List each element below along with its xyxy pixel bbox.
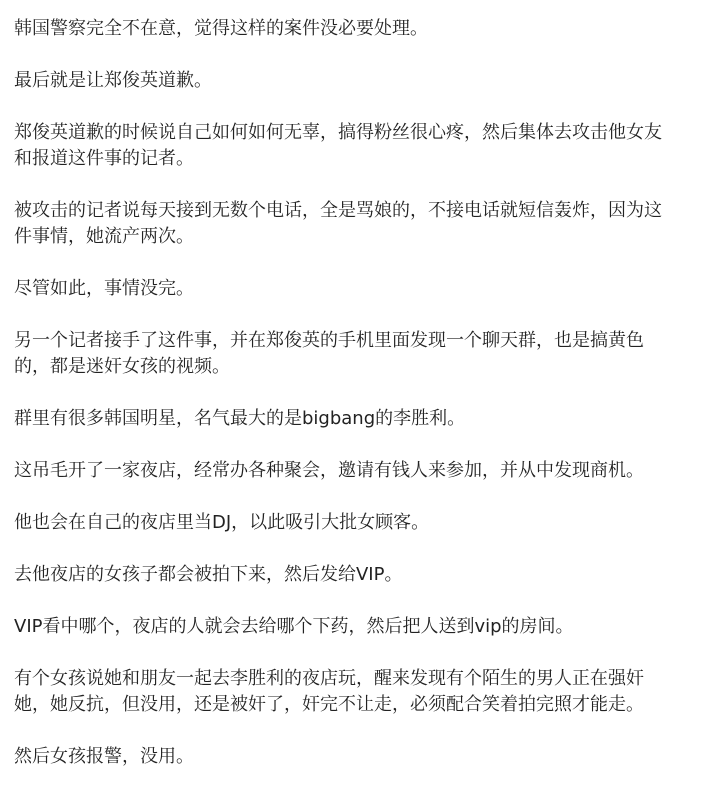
paragraph xyxy=(14,16,704,42)
paragraph-line: 被攻击的记者说每天接到无数个电话，全是骂娘的，不接电话就短信轰炸，因为这 xyxy=(14,200,662,221)
paragraph xyxy=(14,120,704,172)
paragraph-line: 然后女孩报警，没用。 xyxy=(14,746,194,767)
paragraph xyxy=(14,328,704,380)
paragraph-line: 有个女孩说她和朋友一起去李胜利的夜店玩，醒来发现有个陌生的男人正在强奸 xyxy=(14,668,644,689)
paragraph-line: 韩国警察完全不在意，觉得这样的案件没必要处理。 xyxy=(14,18,428,39)
paragraph-line: 尽管如此，事情没完。 xyxy=(14,278,194,299)
paragraph xyxy=(14,744,704,770)
paragraph xyxy=(14,510,704,536)
paragraph xyxy=(14,276,704,302)
paragraph-line: 的，都是迷奸女孩的视频。 xyxy=(14,356,230,377)
paragraph xyxy=(14,666,704,718)
paragraph-line: 他也会在自己的夜店里当DJ，以此吸引大批女顾客。 xyxy=(14,512,430,533)
paragraph-line: VIP看中哪个，夜店的人就会去给哪个下药，然后把人送到vip的房间。 xyxy=(14,616,574,637)
paragraph xyxy=(14,198,704,250)
paragraph xyxy=(14,562,704,588)
paragraph-line: 郑俊英道歉的时候说自己如何如何无辜，搞得粉丝很心疼，然后集体去攻击他女友 xyxy=(14,122,662,143)
paragraph xyxy=(14,406,704,432)
paragraph-line: 另一个记者接手了这件事，并在郑俊英的手机里面发现一个聊天群，也是搞黄色 xyxy=(14,330,644,351)
paragraph-line: 件事情，她流产两次。 xyxy=(14,226,194,247)
paragraph-line: 这吊毛开了一家夜店，经常办各种聚会，邀请有钱人来参加，并从中发现商机。 xyxy=(14,460,644,481)
paragraph-line: 最后就是让郑俊英道歉。 xyxy=(14,70,212,91)
paragraph-line: 和报道这件事的记者。 xyxy=(14,148,194,169)
paragraph-line: 去他夜店的女孩子都会被拍下来，然后发给VIP。 xyxy=(14,564,403,585)
paragraph xyxy=(14,614,704,640)
paragraph xyxy=(14,68,704,94)
paragraph xyxy=(14,458,704,484)
paragraph-line: 她，她反抗，但没用，还是被奸了，奸完不让走，必须配合笑着拍完照才能走。 xyxy=(14,694,644,715)
paragraph-line: 群里有很多韩国明星，名气最大的是bigbang的李胜利。 xyxy=(14,408,466,429)
article-body xyxy=(14,16,704,796)
